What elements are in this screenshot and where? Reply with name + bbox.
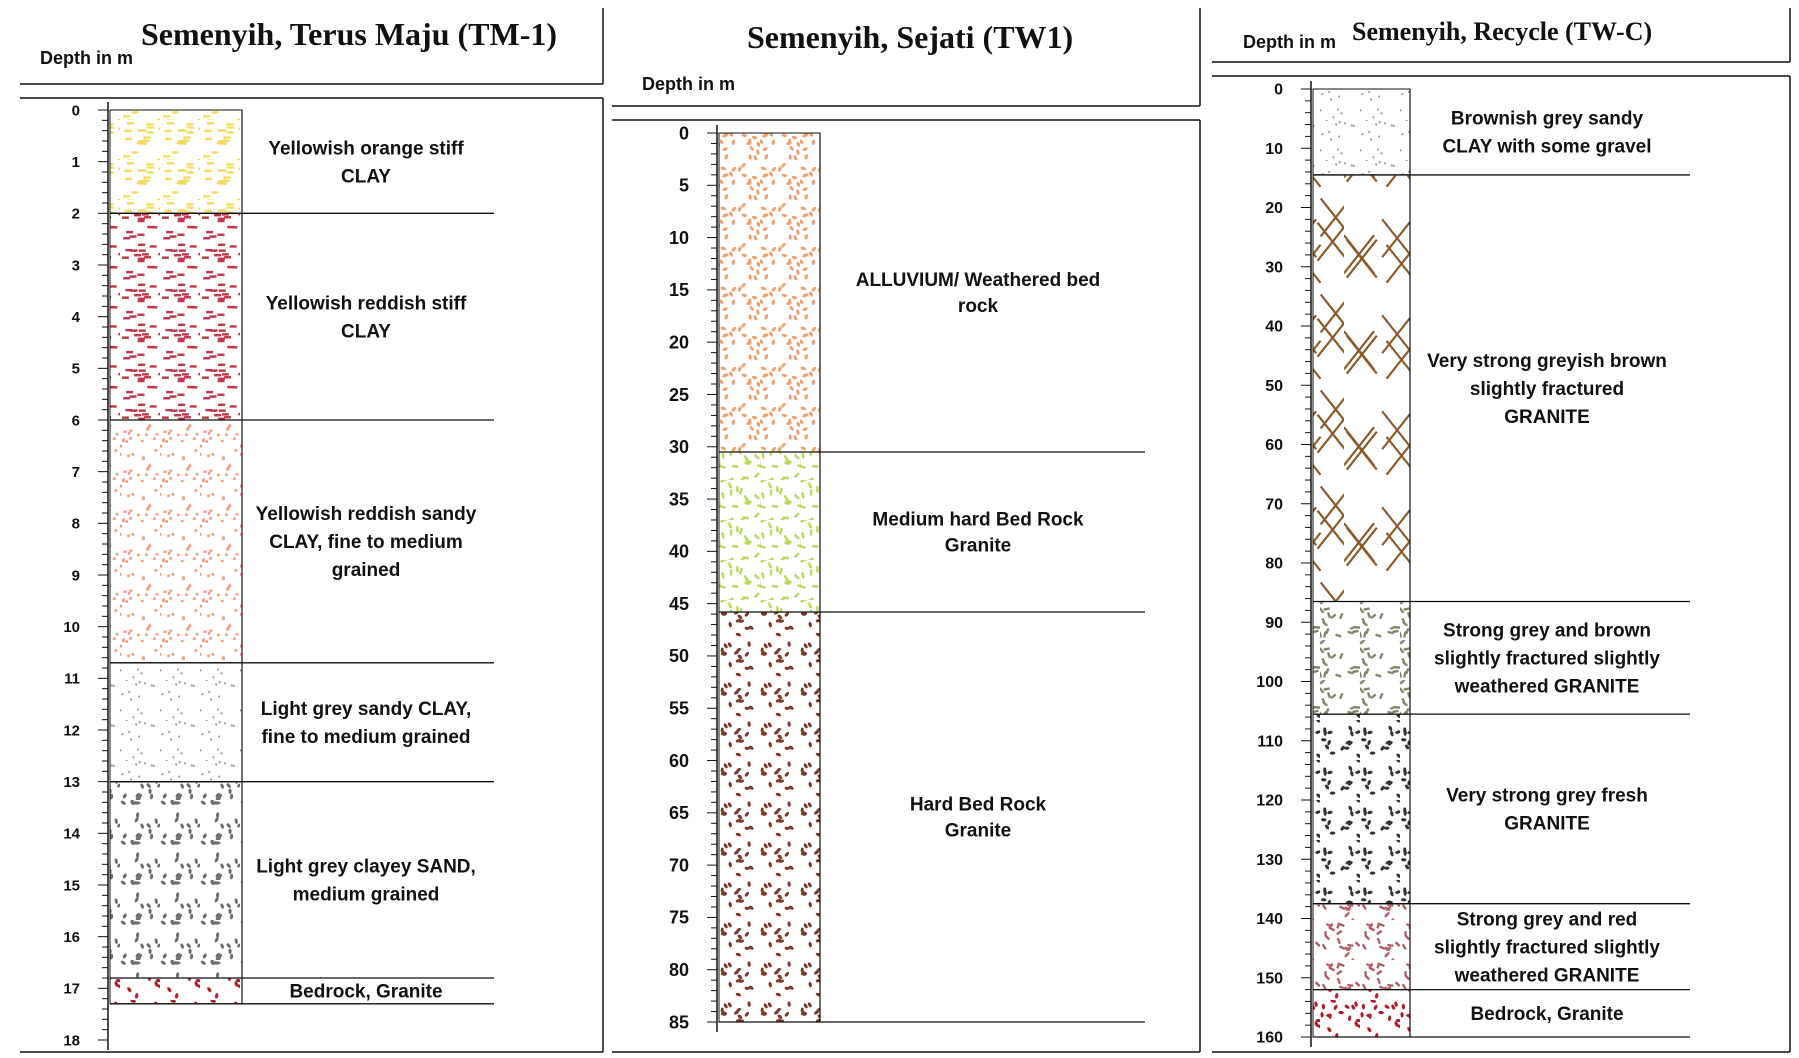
layer-fill <box>1313 175 1410 602</box>
layer-description: Very strong greyish brown <box>1427 350 1667 372</box>
layer-description: Medium hard Bed Rock <box>872 509 1084 531</box>
log-title: Semenyih, Recycle (TW-C) <box>1352 17 1653 46</box>
depth-tick-label: 45 <box>668 593 689 614</box>
log-column <box>669 123 1145 1032</box>
layer-description: Light grey sandy CLAY, <box>260 698 472 720</box>
layer-fill <box>110 110 242 213</box>
depth-tick-label: 140 <box>1256 911 1283 929</box>
log-title: Semenyih, Terus Maju (TM-1) <box>141 16 557 52</box>
depth-tick-label: 4 <box>71 308 80 326</box>
layer-description: rock <box>957 296 999 318</box>
depth-tick-label: 20 <box>668 332 689 353</box>
depth-tick-label: 16 <box>63 928 80 946</box>
depth-tick-label: 40 <box>668 541 689 562</box>
log-panel-tm1 <box>20 8 603 1052</box>
depth-tick-label: 60 <box>1265 437 1283 455</box>
layer-fill <box>1313 602 1410 715</box>
layer-fill <box>1313 714 1410 904</box>
layer-description: slightly fractured slightly <box>1434 937 1660 959</box>
layer-fill <box>719 133 820 452</box>
layer-description: Yellowish reddish sandy <box>255 504 477 526</box>
layer-description: CLAY <box>341 166 391 188</box>
depth-tick-label: 65 <box>668 803 689 824</box>
depth-tick-label: 120 <box>1256 792 1283 810</box>
depth-tick-label: 7 <box>71 463 80 481</box>
log-panel-tw1 <box>612 8 1200 1052</box>
depth-tick-label: 1 <box>71 153 80 171</box>
layer-description: grained <box>331 560 401 582</box>
depth-tick-label: 30 <box>1265 259 1283 277</box>
depth-tick-label: 12 <box>63 722 80 740</box>
log-column <box>63 102 494 1050</box>
layer-description: Strong grey and brown <box>1443 620 1651 642</box>
layer-description: Granite <box>944 535 1012 557</box>
depth-label: Depth in m <box>1243 32 1336 52</box>
layer-description: CLAY with some gravel <box>1442 136 1652 158</box>
layer-description: Bedrock, Granite <box>289 981 443 1003</box>
depth-tick-label: 20 <box>1265 200 1283 218</box>
layer-fill <box>1313 904 1410 990</box>
layer-description: Yellowish reddish stiff <box>265 293 467 315</box>
depth-tick-label: 10 <box>668 227 689 248</box>
depth-tick-label: 85 <box>668 1012 689 1033</box>
depth-tick-label: 18 <box>63 1032 80 1050</box>
depth-tick-label: 150 <box>1256 970 1283 988</box>
layer-fill <box>110 663 242 782</box>
layer-fill <box>110 420 242 663</box>
depth-tick-label: 70 <box>1265 496 1283 514</box>
depth-tick-label: 11 <box>64 670 80 688</box>
layer-description: GRANITE <box>1504 406 1590 428</box>
depth-tick-label: 130 <box>1256 851 1283 869</box>
depth-tick-label: 10 <box>1265 140 1283 158</box>
depth-tick-label: 15 <box>63 877 80 895</box>
depth-tick-label: 13 <box>63 773 80 791</box>
layer-fill <box>110 978 242 1004</box>
depth-tick-label: 160 <box>1256 1029 1283 1047</box>
log-title: Semenyih, Sejati (TW1) <box>747 19 1074 55</box>
depth-tick-label: 80 <box>668 960 689 981</box>
layer-fill <box>1313 990 1410 1037</box>
depth-tick-label: 2 <box>71 205 80 223</box>
layer-fill <box>719 612 820 1022</box>
layer-description: Granite <box>944 820 1012 842</box>
log-column <box>1256 81 1690 1047</box>
depth-tick-label: 15 <box>668 280 689 301</box>
layer-description: slightly fractured <box>1469 378 1625 400</box>
layer-description: CLAY <box>341 321 391 343</box>
layer-description: Hard Bed Rock <box>909 794 1047 816</box>
layer-description: Bedrock, Granite <box>1470 1003 1624 1025</box>
layer-description: weathered GRANITE <box>1454 676 1640 698</box>
layer-description: Light grey clayey SAND, <box>256 856 476 878</box>
depth-tick-label: 40 <box>1265 318 1283 336</box>
layer-description: slightly fractured slightly <box>1434 648 1660 670</box>
layer-description: weathered GRANITE <box>1454 965 1640 987</box>
depth-tick-label: 70 <box>668 855 689 876</box>
depth-tick-label: 3 <box>71 257 80 275</box>
layer-fill <box>110 213 242 420</box>
layer-description: Strong grey and red <box>1456 909 1638 931</box>
depth-tick-label: 14 <box>63 825 80 843</box>
layer-description: Brownish grey sandy <box>1450 108 1644 130</box>
depth-tick-label: 9 <box>71 567 80 585</box>
depth-tick-label: 0 <box>678 123 689 144</box>
depth-tick-label: 35 <box>668 489 689 510</box>
depth-tick-label: 0 <box>71 102 80 120</box>
depth-tick-label: 5 <box>678 175 689 196</box>
layer-fill <box>719 452 820 612</box>
depth-tick-label: 50 <box>1265 377 1283 395</box>
depth-tick-label: 0 <box>1274 81 1283 99</box>
depth-tick-label: 10 <box>63 618 80 636</box>
layer-description: CLAY, fine to medium <box>269 532 463 554</box>
layer-description: ALLUVIUM/ Weathered bed <box>855 270 1101 292</box>
depth-tick-label: 8 <box>71 515 80 533</box>
depth-tick-label: 75 <box>668 907 689 928</box>
depth-tick-label: 60 <box>668 750 689 771</box>
layer-description: medium grained <box>292 884 440 906</box>
depth-tick-label: 50 <box>668 646 689 667</box>
depth-tick-label: 6 <box>71 412 80 430</box>
layer-description: Very strong grey fresh <box>1446 785 1648 807</box>
depth-tick-label: 110 <box>1257 733 1283 751</box>
layer-description: Yellowish orange stiff <box>268 138 464 160</box>
depth-tick-label: 90 <box>1265 614 1283 632</box>
layer-fill <box>1313 89 1410 175</box>
layer-fill <box>110 782 242 978</box>
depth-tick-label: 17 <box>63 980 80 998</box>
depth-label: Depth in m <box>642 74 735 94</box>
depth-tick-label: 80 <box>1265 555 1283 573</box>
depth-tick-label: 5 <box>71 360 80 378</box>
log-panel-twc <box>1212 8 1790 1052</box>
depth-tick-label: 55 <box>668 698 689 719</box>
depth-tick-label: 30 <box>668 437 689 458</box>
layer-description: GRANITE <box>1504 813 1590 835</box>
depth-label: Depth in m <box>40 48 133 68</box>
depth-tick-label: 100 <box>1256 674 1283 692</box>
layer-description: fine to medium grained <box>261 726 471 748</box>
depth-tick-label: 25 <box>668 384 689 405</box>
